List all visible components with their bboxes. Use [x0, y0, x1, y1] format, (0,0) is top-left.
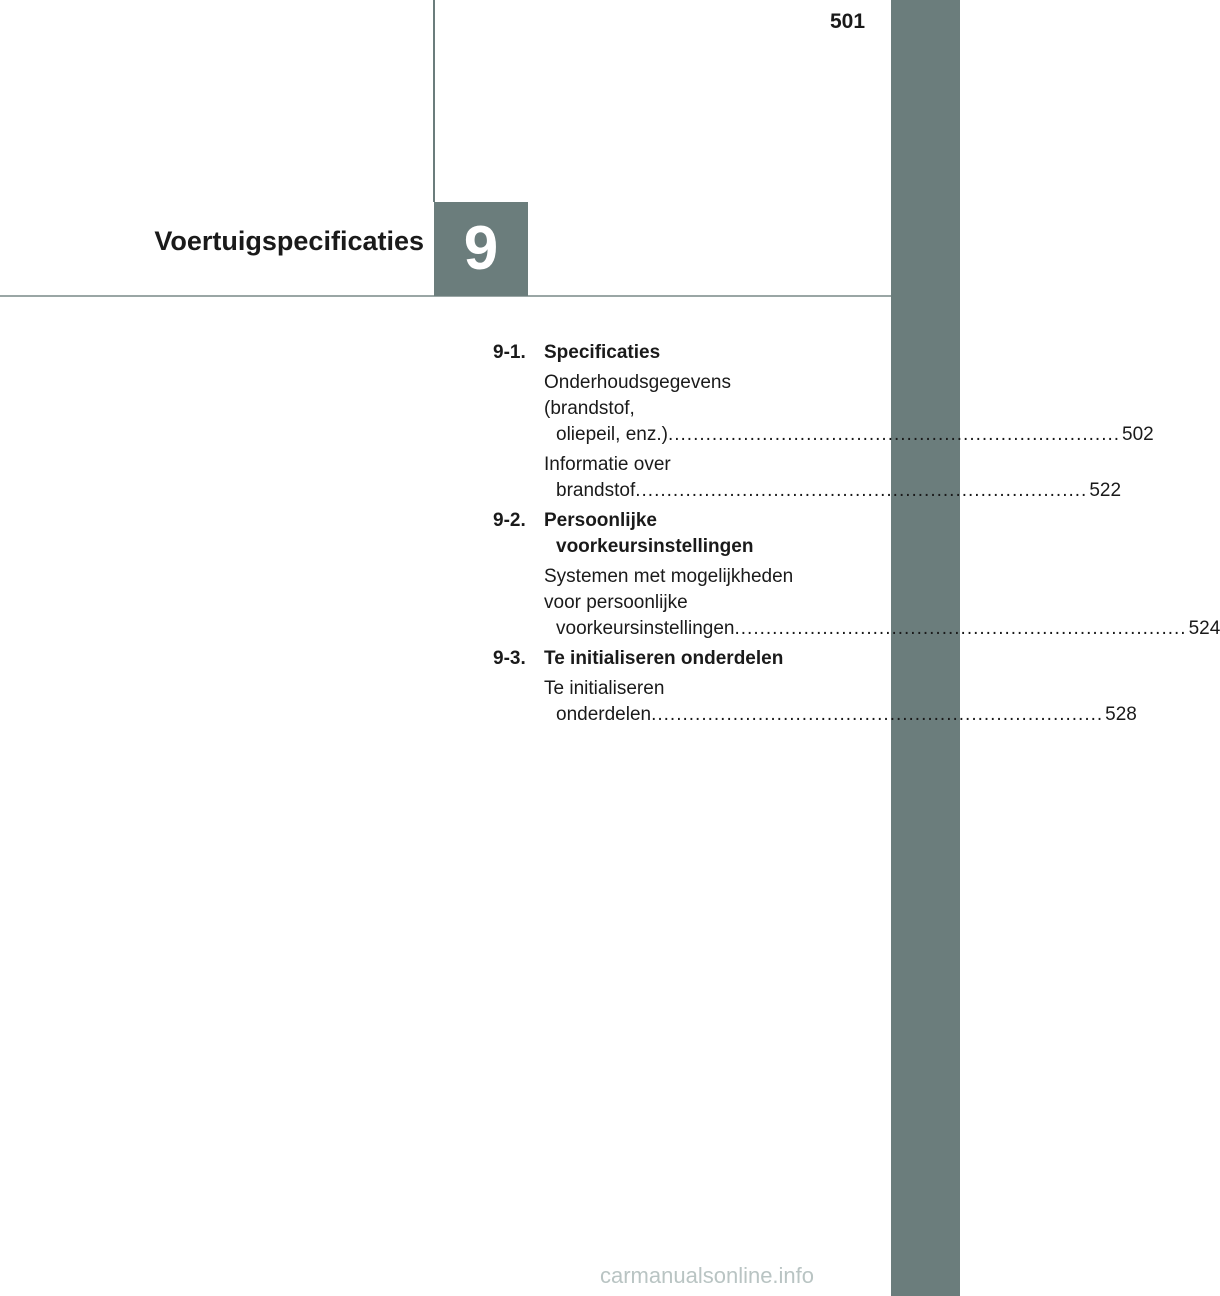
- toc-entry-line: Onderhoudsgegevens: [544, 372, 731, 393]
- watermark-text: carmanualsonline.info: [600, 1263, 815, 1288]
- toc-entry-last-line: [556, 478, 1122, 504]
- dot-leader: ........................................................................: [667, 424, 1121, 445]
- toc-entry[interactable]: [544, 676, 1137, 728]
- toc-entry-last-line: [556, 702, 1137, 728]
- toc-entry-line: Informatie over: [544, 454, 671, 475]
- dot-leader: ........................................................................: [734, 618, 1187, 639]
- toc-section: [493, 508, 1220, 642]
- toc-entry-last-line: [556, 616, 1220, 642]
- table-of-contents: [493, 340, 1220, 732]
- toc-section-heading[interactable]: [493, 646, 833, 672]
- toc-entry-line: voor persoonlijke: [544, 592, 688, 613]
- chapter-side-band: [891, 0, 960, 1296]
- page-number: 501: [830, 10, 866, 33]
- toc-entry-text: voorkeursinstellingen: [556, 618, 735, 639]
- toc-section-title: Specificaties: [544, 342, 661, 363]
- toc-section-number: 9-3.: [493, 648, 526, 669]
- toc-entry[interactable]: [544, 564, 1220, 642]
- toc-entry-text: oliepeil, enz.): [556, 424, 668, 445]
- toc-page-ref: 502: [1122, 424, 1154, 445]
- toc-section: [493, 646, 1137, 728]
- toc-section-heading[interactable]: [493, 340, 833, 366]
- toc-page-ref: 522: [1089, 480, 1122, 501]
- toc-entry[interactable]: [544, 452, 1122, 504]
- chapter-number-box: 9: [434, 202, 528, 296]
- toc-page-ref: 524: [1188, 618, 1220, 639]
- toc-section: [493, 340, 1154, 504]
- dot-leader: ........................................................................: [635, 480, 1088, 501]
- toc-entry-text: brandstof: [556, 480, 636, 501]
- vertical-rule: [433, 0, 435, 202]
- toc-entry-text: onderdelen: [556, 704, 652, 725]
- toc-entry-line: (brandstof,: [544, 398, 635, 419]
- toc-entry-line: Te initialiseren: [544, 678, 665, 699]
- toc-entry-line: Systemen met mogelijkheden: [544, 566, 794, 587]
- toc-page-ref: 528: [1105, 704, 1137, 725]
- toc-entry[interactable]: [544, 370, 1154, 448]
- toc-entry-last-line: [556, 422, 1154, 448]
- chapter-title: Voertuigspecificaties: [154, 226, 424, 256]
- toc-section-number: 9-2.: [493, 510, 526, 531]
- dot-leader: ........................................................................: [651, 704, 1104, 725]
- toc-section-number: 9-1.: [493, 342, 526, 363]
- toc-section-title: Te initialiseren onderdelen: [544, 648, 784, 669]
- toc-section-title: Persoonlijke voorkeursinstellingen: [544, 510, 754, 557]
- toc-section-heading[interactable]: [493, 508, 833, 560]
